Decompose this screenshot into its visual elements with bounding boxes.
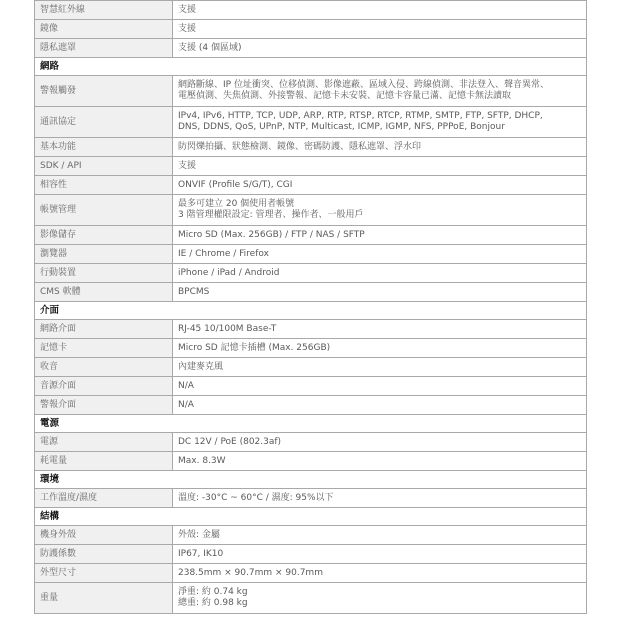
spec-value xyxy=(173,377,587,396)
spec-label: 影像儲存 xyxy=(35,226,173,245)
spec-value-line: N/A xyxy=(178,399,194,410)
section-header-row xyxy=(35,471,587,489)
spec-value-line: DNS, DDNS, QoS, UPnP, NTP, Multicast, ICMP, IGMP, NFS, PPPoE, Bonjour xyxy=(178,122,505,132)
spec-value-line: IPv4, IPv6, HTTP, TCP, UDP, ARP, RTP, RTSP, RTCP, RTMP, SMTP, FTP, SFTP, DHCP, xyxy=(178,111,543,121)
spec-row xyxy=(35,339,587,358)
spec-label: 電源 xyxy=(35,433,173,452)
spec-value-line: 3 階管理權限設定: 管理者、操作者、一般用戶 xyxy=(178,210,364,220)
spec-label: 耗電量 xyxy=(35,452,173,471)
spec-value-line: RJ-45 10/100M Base-T xyxy=(178,323,277,334)
section-header-row xyxy=(35,58,587,76)
spec-label: 機身外殼 xyxy=(35,526,173,545)
spec-label: 相容性 xyxy=(35,176,173,195)
spec-value xyxy=(173,107,587,138)
spec-value-line: 內建麥克風 xyxy=(178,361,224,372)
spec-row xyxy=(35,1,587,20)
spec-label: 隱私遮罩 xyxy=(35,39,173,58)
spec-value-line: 支援 xyxy=(178,4,197,15)
spec-value-line: Micro SD 記憶卡插槽 (Max. 256GB) xyxy=(178,342,331,353)
section-title: 結構 xyxy=(35,508,587,526)
spec-value xyxy=(173,320,587,339)
spec-row xyxy=(35,157,587,176)
spec-value-line: 淨重: 約 0.74 kg xyxy=(178,587,248,597)
section-header-row xyxy=(35,302,587,320)
spec-value xyxy=(173,526,587,545)
spec-value xyxy=(173,245,587,264)
spec-label: SDK / API xyxy=(35,157,173,176)
spec-row xyxy=(35,107,587,138)
spec-value xyxy=(173,226,587,245)
spec-label: 重量 xyxy=(35,583,173,614)
spec-value xyxy=(173,176,587,195)
spec-row xyxy=(35,264,587,283)
spec-value-line: 總重: 約 0.98 kg xyxy=(178,598,248,608)
spec-row xyxy=(35,358,587,377)
spec-value xyxy=(173,195,587,226)
spec-label: 收音 xyxy=(35,358,173,377)
spec-value xyxy=(173,283,587,302)
spec-value xyxy=(173,76,587,107)
spec-table xyxy=(34,0,587,614)
spec-value-line: 238.5mm × 90.7mm × 90.7mm xyxy=(178,567,323,578)
spec-row xyxy=(35,20,587,39)
spec-row xyxy=(35,564,587,583)
spec-row xyxy=(35,226,587,245)
spec-label: 記憶卡 xyxy=(35,339,173,358)
spec-value xyxy=(173,339,587,358)
spec-label: 工作溫度/濕度 xyxy=(35,489,173,508)
spec-row xyxy=(35,138,587,157)
spec-value-line: 支援 (4 個區域) xyxy=(178,42,242,53)
section-title: 電源 xyxy=(35,415,587,433)
spec-value xyxy=(173,452,587,471)
spec-value-line: 防閃爍拍攝、狀態檢測、鏡像、密碼防護、隱私遮罩、浮水印 xyxy=(178,141,422,152)
spec-row xyxy=(35,76,587,107)
spec-label: 帳號管理 xyxy=(35,195,173,226)
section-title: 網路 xyxy=(35,58,587,76)
spec-row xyxy=(35,396,587,415)
spec-row xyxy=(35,39,587,58)
spec-value-line: 電壓偵測、失焦偵測、外接警報、記憶卡未安裝、記憶卡容量已滿、記憶卡無法讀取 xyxy=(178,91,512,101)
spec-label: 行動裝置 xyxy=(35,264,173,283)
spec-label: 瀏覽器 xyxy=(35,245,173,264)
spec-value xyxy=(173,396,587,415)
spec-value-line: 支援 xyxy=(178,23,197,34)
section-title: 介面 xyxy=(35,302,587,320)
spec-label: 通訊協定 xyxy=(35,107,173,138)
spec-label: 鏡像 xyxy=(35,20,173,39)
spec-value xyxy=(173,583,587,614)
spec-value xyxy=(173,138,587,157)
spec-row xyxy=(35,526,587,545)
spec-row xyxy=(35,452,587,471)
spec-table-body xyxy=(35,1,587,614)
spec-value-line: 溫度: -30°C ~ 60°C / 濕度: 95%以下 xyxy=(178,492,334,503)
spec-label: 基本功能 xyxy=(35,138,173,157)
spec-value-line: N/A xyxy=(178,380,194,391)
spec-value-line: DC 12V / PoE (802.3af) xyxy=(178,436,282,447)
spec-value-line: Micro SD (Max. 256GB) / FTP / NAS / SFTP xyxy=(178,229,365,240)
spec-label: 警報介面 xyxy=(35,396,173,415)
spec-value xyxy=(173,433,587,452)
spec-row xyxy=(35,283,587,302)
spec-value xyxy=(173,264,587,283)
spec-value-line: 最多可建立 20 個使用者帳號 xyxy=(178,199,295,209)
spec-label: 網路介面 xyxy=(35,320,173,339)
spec-label: 警報觸發 xyxy=(35,76,173,107)
spec-value-line: ONVIF (Profile S/G/T), CGI xyxy=(178,179,293,190)
section-header-row xyxy=(35,508,587,526)
spec-value-line: 網路斷線、IP 位址衝突、位移偵測、影像遮蔽、區域入侵、跨線偵測、非法登入、聲音異常、 xyxy=(178,80,549,90)
spec-label: CMS 軟體 xyxy=(35,283,173,302)
spec-label: 防護係數 xyxy=(35,545,173,564)
spec-value-line: IE / Chrome / Firefox xyxy=(178,248,269,259)
spec-row xyxy=(35,245,587,264)
spec-value xyxy=(173,489,587,508)
spec-label: 外型尺寸 xyxy=(35,564,173,583)
spec-row xyxy=(35,583,587,614)
spec-row xyxy=(35,195,587,226)
spec-value xyxy=(173,157,587,176)
spec-value-line: iPhone / iPad / Android xyxy=(178,267,280,278)
spec-label: 智慧紅外線 xyxy=(35,1,173,20)
spec-value xyxy=(173,20,587,39)
spec-value xyxy=(173,564,587,583)
spec-row xyxy=(35,433,587,452)
spec-value-line: 支援 xyxy=(178,160,197,171)
section-title: 環境 xyxy=(35,471,587,489)
spec-label: 音源介面 xyxy=(35,377,173,396)
spec-value-line: Max. 8.3W xyxy=(178,455,226,466)
spec-value-line: 外殼: 金屬 xyxy=(178,529,220,540)
spec-value-line: BPCMS xyxy=(178,286,210,297)
spec-value xyxy=(173,358,587,377)
spec-row xyxy=(35,545,587,564)
spec-value-line: IP67, IK10 xyxy=(178,548,224,559)
spec-row xyxy=(35,320,587,339)
section-header-row xyxy=(35,415,587,433)
spec-value xyxy=(173,1,587,20)
spec-row xyxy=(35,489,587,508)
spec-row xyxy=(35,377,587,396)
spec-value xyxy=(173,39,587,58)
spec-value xyxy=(173,545,587,564)
spec-row xyxy=(35,176,587,195)
